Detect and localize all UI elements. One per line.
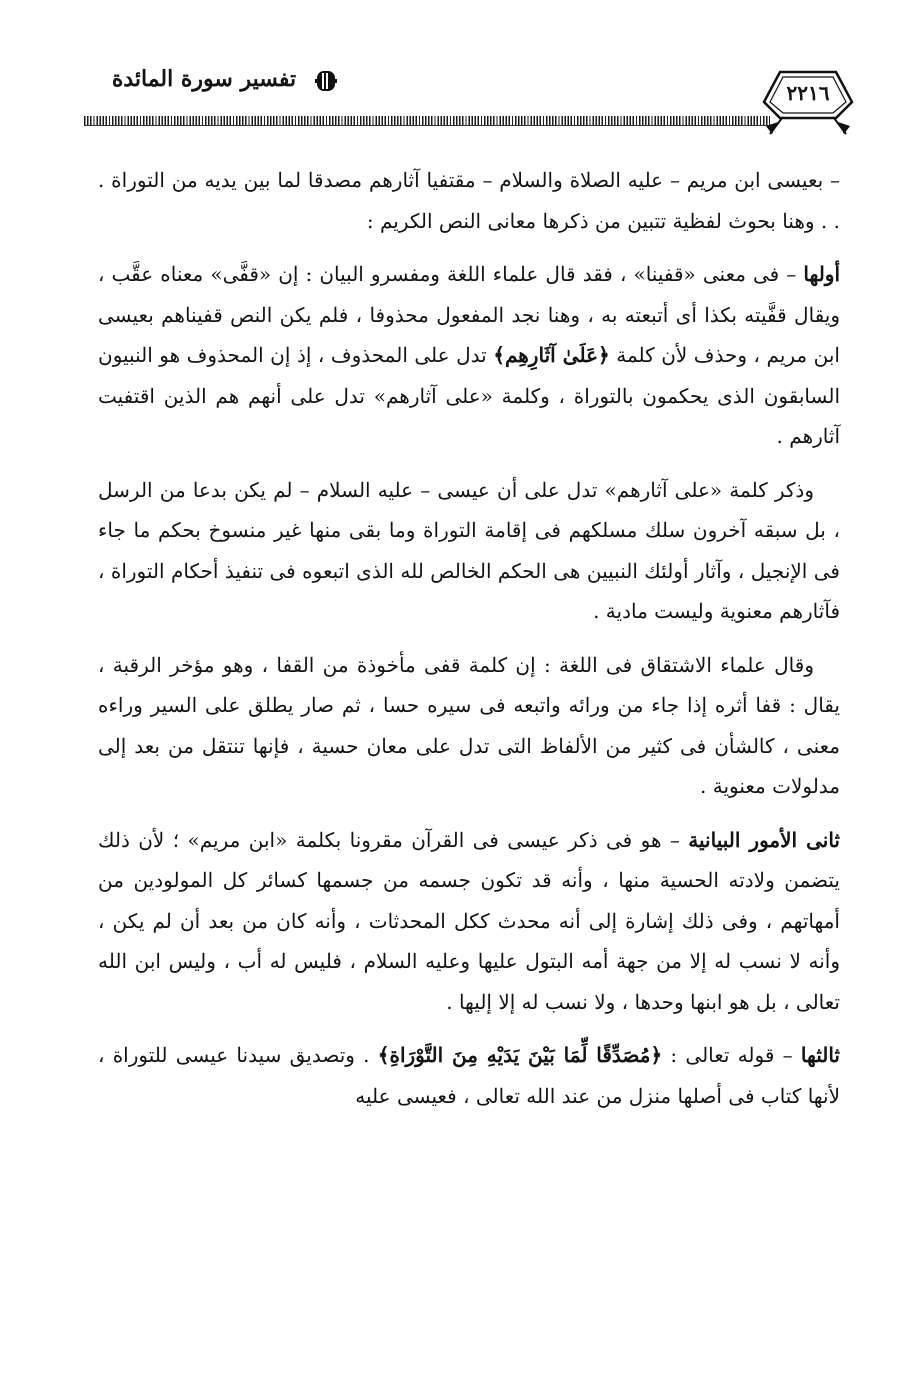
paragraph-lead-heading: ثانى الأمور البيانية [688,827,840,852]
body-text [98,160,840,1129]
ornament-icon [314,68,338,94]
paragraph-text: وذكر كلمة «على آثارهم» تدل على أن عيسى – عليه السلام – لم يكن بدعا من الرسل ، بل سبقه آخرون سلك مسلكهم فى إقامة التوراة وما بقى منها غير منسوخ بحكم ما جاء فى الإنجيل ، وآثار أولئك النبيين هى الحكم الخالص لله الذى اتبعوه فى تنفيذ أحكام التوراة ، فآثارهم معنوية وليست مادية . [98,477,840,623]
quran-quote: ﴿عَلَىٰ آثَارِهِم﴾ [493,343,610,367]
quran-quote: ﴿مُصَدِّقًا لِّمَا بَيْنَ يَدَيْهِ مِنَ التَّوْرَاةِ﴾ [377,1043,663,1067]
paragraph [98,470,840,632]
paragraph-text: – فى معنى «قفينا» ، فقد قال علماء اللغة ومفسرو البيان : إن «قفَّى» معناه عقَّب ، ويقال قفَّيته بكذا أى أتبعته به ، وهنا نجد المفعول محذوفا ، فلم يكن النص قفيناهم بعيسى ابن مريم ، وحذف لأن كلمة [98,262,840,367]
paragraph-lead-heading: أولها [803,262,841,286]
paragraph-text: – قوله تعالى : [662,1043,801,1067]
paragraph-text: . وتصديق سيدنا عيسى للتوراة ، لأنها كتاب فى أصلها منزل من عند الله تعالى ، فعيسى عليه [98,1043,840,1108]
paragraph [98,254,840,457]
paragraph-text: – بعيسى ابن مريم – عليه الصلاة والسلام – مقتفيا آثارهم مصدقا لما بين يديه من التوراة . . . وهنا بحوث لفظية تتبين من ذكرها معانى النص الكريم : [98,168,840,233]
paragraph [98,645,840,807]
paragraph [98,1035,840,1116]
paragraph [98,820,840,1023]
paragraph [98,160,840,241]
paragraph-text: تدل على المحذوف ، إذ إن المحذوف هو النبيون السابقون الذى يحكمون بالتوراة ، وكلمة «على آثارهم» تدل على أنهم هم الذين اقتفيت آثارهم . [98,343,840,448]
header-rule-line [84,125,770,126]
paragraph-lead-heading: ثالثها [800,1043,840,1067]
page-number: ٢٢١٦ [786,81,830,105]
paragraph-text: وقال علماء الاشتقاق فى اللغة : إن كلمة قفى مأخوذة من القفا ، وهو مؤخر الرقبة ، يقال : قفا أثره إذا جاء من ورائه واتبعه فى سيره حسا ، ثم صار يطلق على السير وراءه معنى ، كالشأن فى كثير من الألفاظ التى تدل على معان حسية ، فإنها تنتقل من بعد إلى مدلولات معنوية . [98,652,840,798]
paragraph-text: – هو فى ذكر عيسى فى القرآن مقرونا بكلمة «ابن مريم» ؛ لأن ذلك يتضمن ولادته الحسية منها ، وأنه قد تكون جسمه من جسمها كسائر كل المولودين من أمهاتهم ، وفى ذلك إشارة إلى أنه محدث ككل المحدثات ، وأنه كان من بعد أن لم يكن ، وأنه لا نسب له إلا من جهة أمه البتول عليها وعليه السلام ، فليس له أب ، وليس ابن الله تعالى ، بل هو ابنها وحدها ، ولا نسب له إلا إليها . [98,827,840,1014]
page-number-frame [762,62,854,140]
header-rule [84,116,770,125]
page-header [0,0,920,140]
running-title: تفسير سورة المائدة [111,66,297,92]
